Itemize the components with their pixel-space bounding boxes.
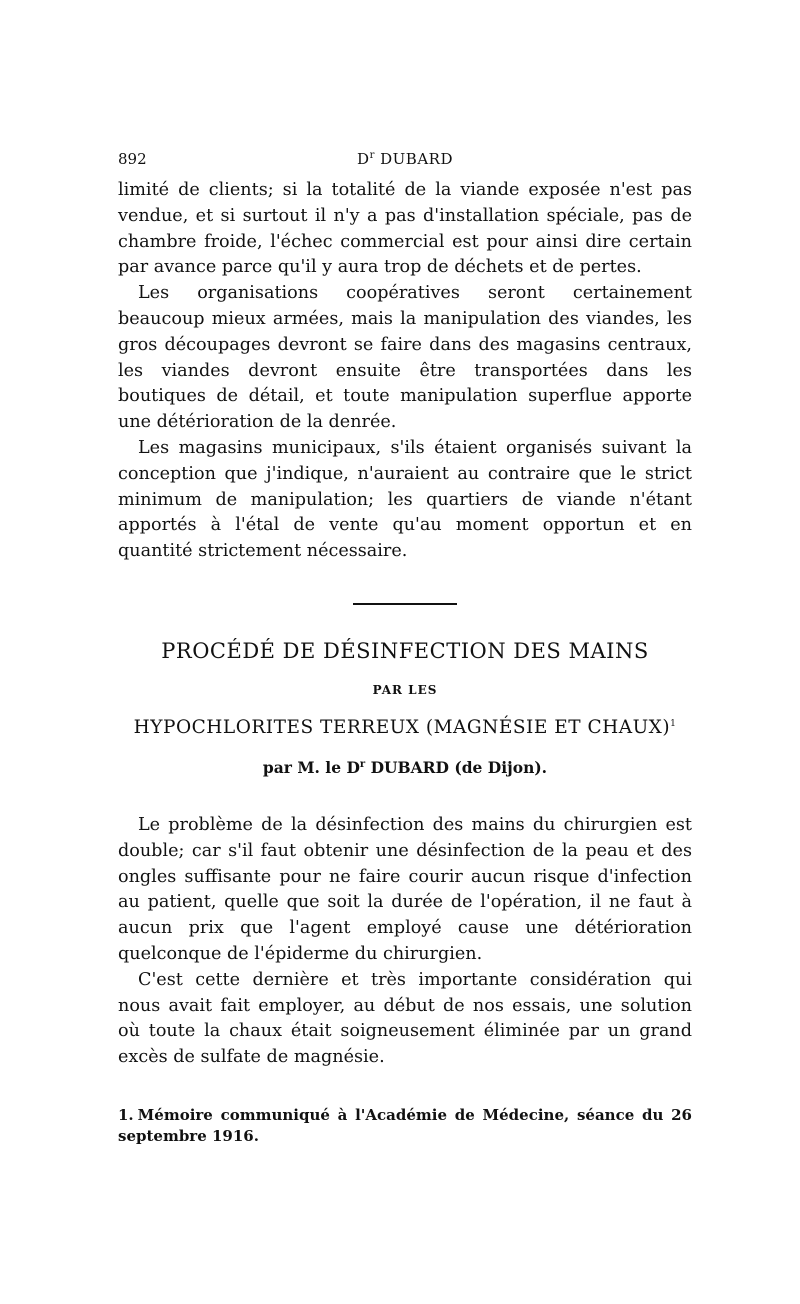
previous-article-text [118, 178, 692, 565]
subtitle-main-text: HYPOCHLORITES TERREUX (MAGNÉSIE ET CHAUX) [133, 716, 671, 738]
paragraph: limité de clients; si la totalité de la viande exposée n'est pas vendue, et si surtout il n'y a pas d'installation spéciale, pas de chambre froide, l'échec commercial est pour ainsi dire certain par avance parce qu'il y aura trop de déchets et de pertes. [118, 180, 692, 278]
footnote-text: Mémoire communiqué à l'Académie de Médecine, séance du 26 septembre 1916. [118, 1105, 692, 1145]
subtitle-par: PAR LES [372, 682, 438, 697]
byline-sup: r [359, 758, 366, 770]
byline-suffix: DUBARD (de Dijon). [365, 757, 548, 777]
running-head-prefix: D [357, 150, 370, 168]
running-head-name: DUBARD [380, 150, 453, 168]
paragraph: Les organisations coopératives seront certainement beaucoup mieux armées, mais la manipulation des viandes, les gros découpages devront se faire dans des magasins centraux, les viandes devront ensuite être transportées dans les boutiques de détail, et toute manipulation superflue apporte une détérioration de la denrée. [118, 283, 692, 433]
footnote-reference[interactable]: 1 [670, 718, 677, 729]
byline-prefix: par M. le D [262, 757, 360, 777]
page-header [118, 150, 692, 178]
book-page [118, 150, 692, 1147]
footnote-number: 1. [118, 1105, 134, 1124]
running-head [118, 150, 692, 168]
paragraph: Le problème de la désinfection des mains du chirurgien est double; car s'il faut obtenir une désinfection de la peau et des ongles suffisante pour ne faire courir aucun risque d'infection au patient, quelle que soit la durée de l'opération, il ne faut à aucun prix que l'agent employé cause une détérioration quelconque de l'épiderme du chirurgien. [118, 814, 692, 964]
article-title: PROCÉDÉ DE DÉSINFECTION DES MAINS [161, 638, 649, 663]
article-body [118, 813, 692, 1071]
page-number: 892 [118, 150, 147, 168]
paragraph: Les magasins municipaux, s'ils étaient organisés suivant la conception que j'indique, n'auraient au contraire que le strict minimum de manipulation; les quartiers de viande n'étant apportés à l'étal de vente qu'au moment opportun et en quantité strictement nécessaire. [118, 437, 692, 562]
footnote [118, 1105, 692, 1147]
running-head-sup: r [369, 150, 375, 161]
subtitle-main [118, 717, 692, 738]
section-divider [353, 603, 457, 605]
byline [118, 758, 692, 777]
paragraph: C'est cette dernière et très importante considération qui nous avait fait employer, au début de nos essais, une solution où toute la chaux était soigneusement éliminée par un grand excès de sulfate de magnésie. [118, 969, 692, 1068]
